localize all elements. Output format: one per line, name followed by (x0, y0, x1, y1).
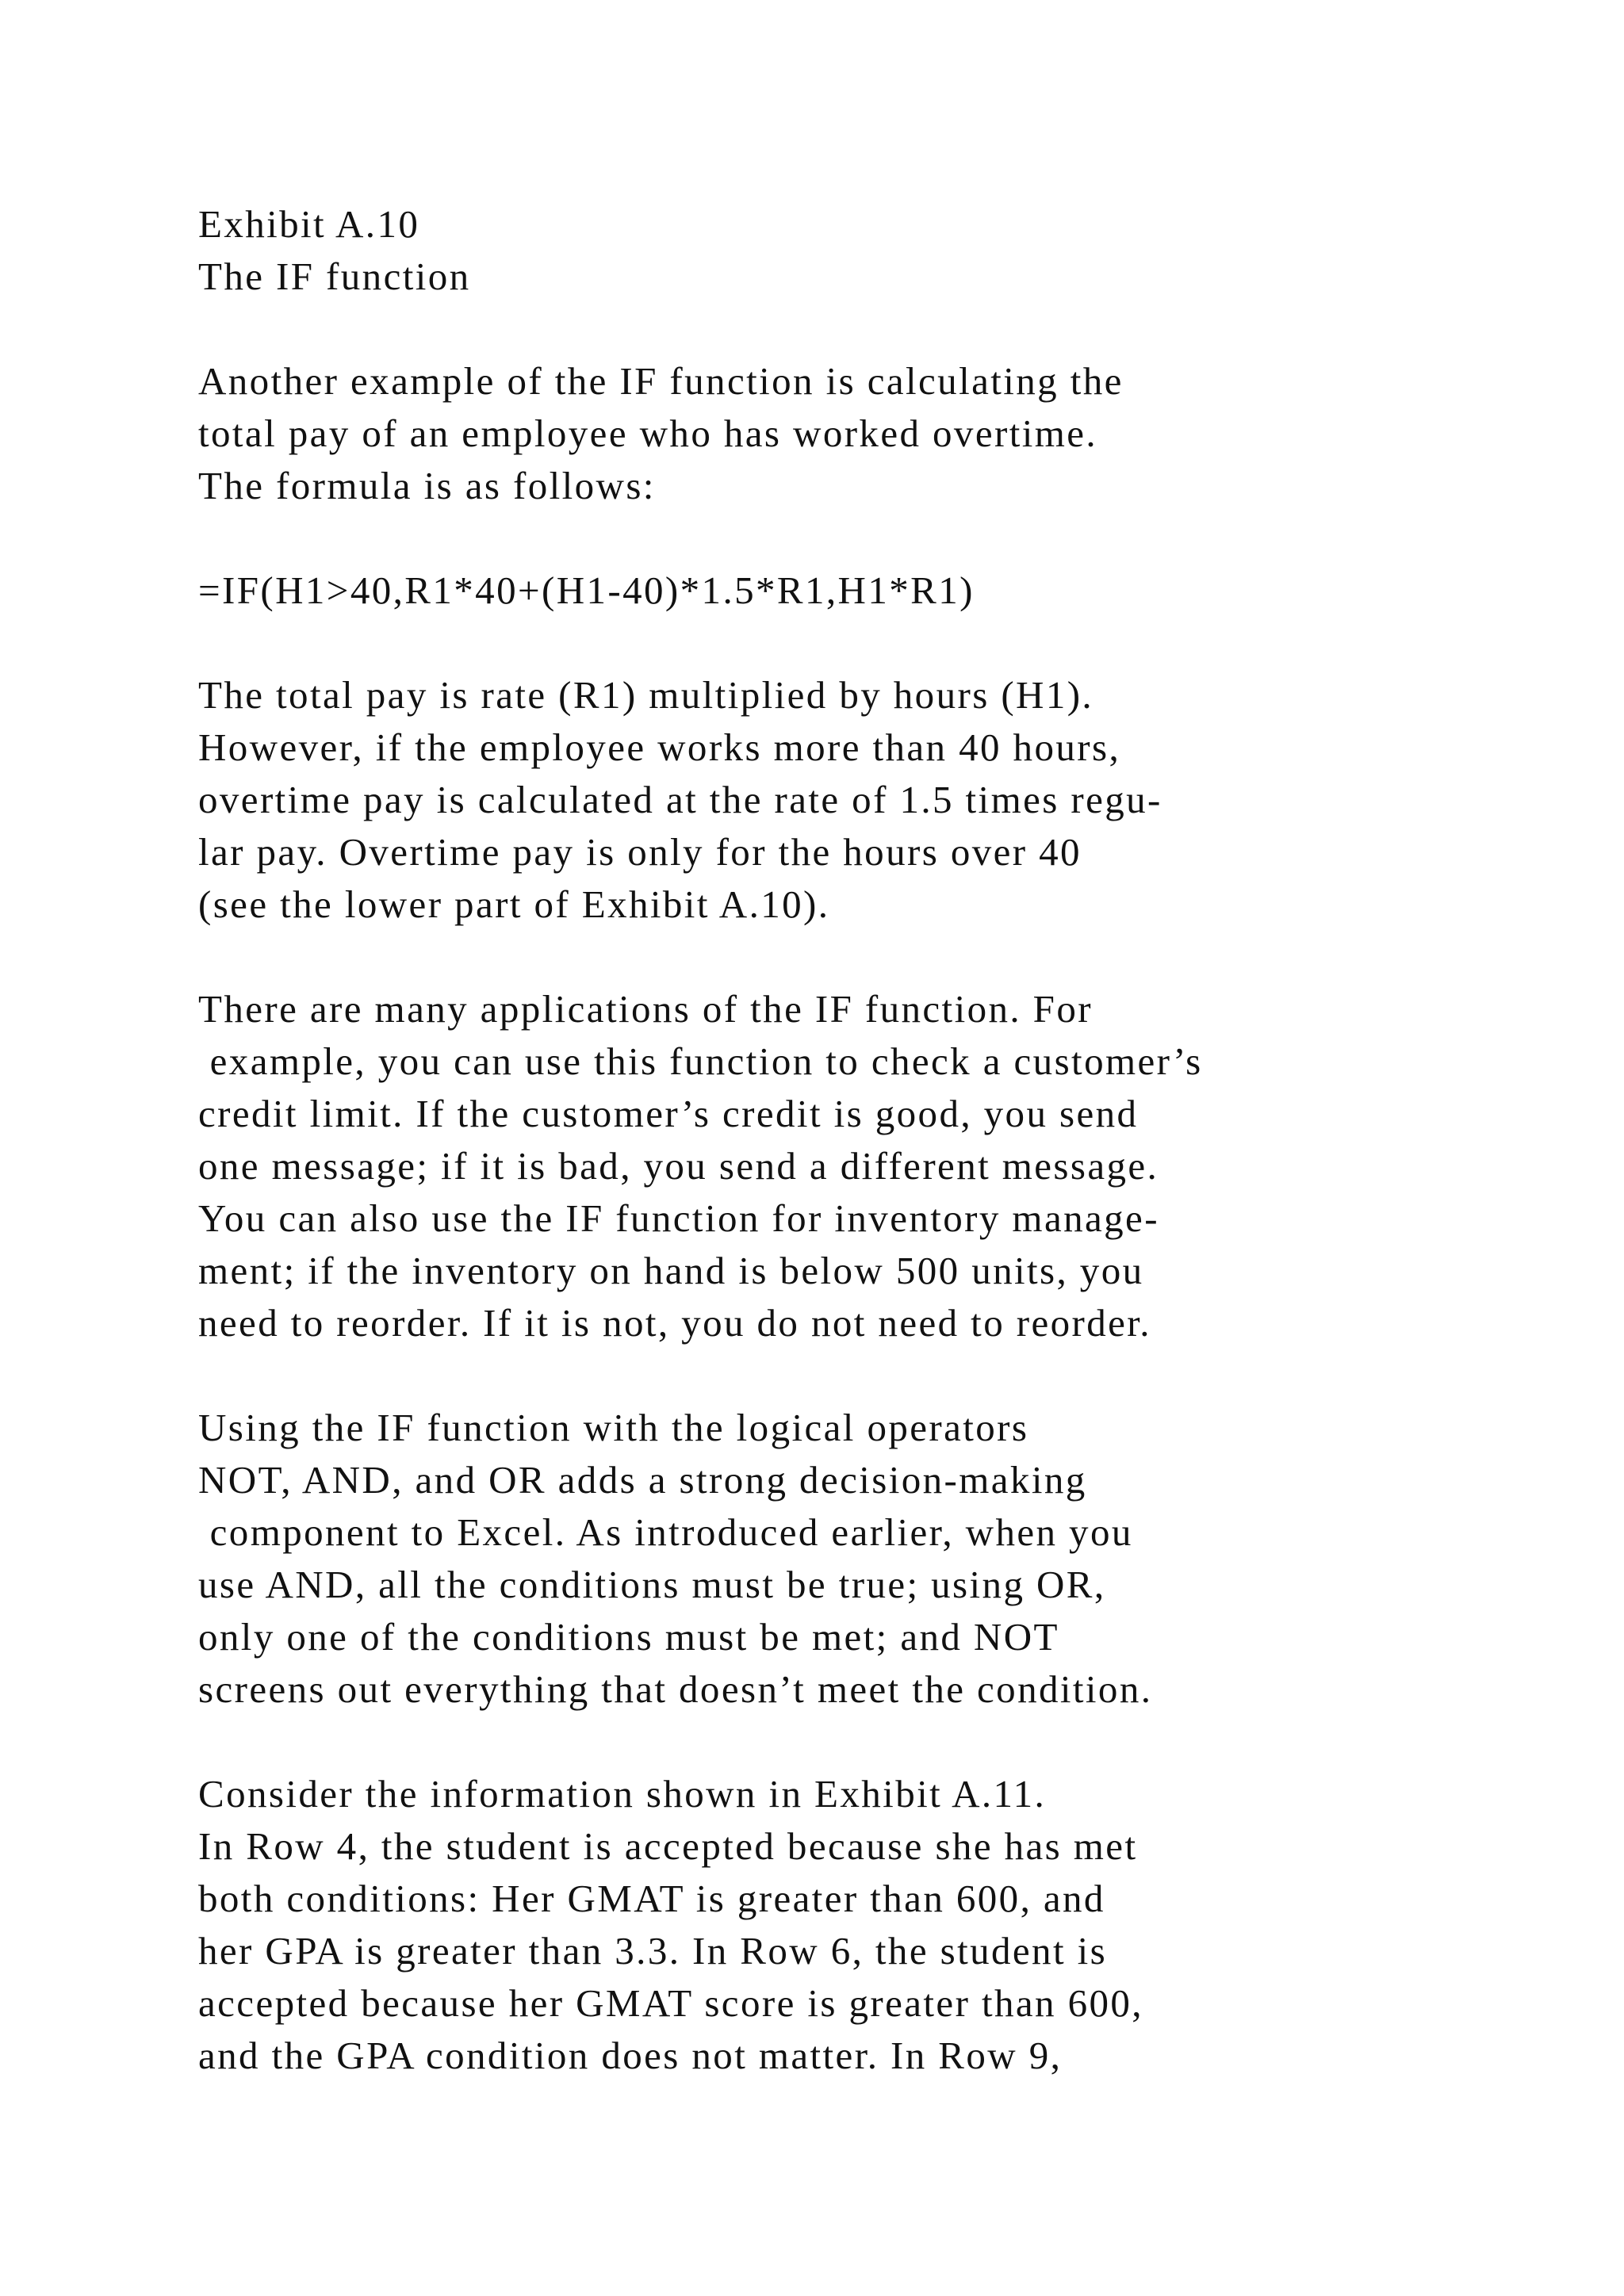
paragraph-4-line: screens out everything that doesn’t meet the condition. (198, 1667, 1153, 1711)
paragraph-4-line: Using the IF function with the logical operators (198, 1406, 1029, 1449)
paragraph-2-line: lar pay. Overtime pay is only for the hours over 40 (198, 830, 1082, 874)
paragraph-3-line: need to reorder. If it is not, you do not need to reorder. (198, 1301, 1151, 1345)
paragraph-2-line: (see the lower part of Exhibit A.10). (198, 882, 830, 926)
exhibit-label: Exhibit A.10 (198, 202, 420, 246)
paragraph-4-line: component to Excel. As introduced earlier, when you (198, 1510, 1133, 1554)
paragraph-5-line: both conditions: Her GMAT is greater than 600, and (198, 1877, 1105, 1920)
paragraph-2-line: overtime pay is calculated at the rate of 1.5 times regu- (198, 778, 1162, 821)
paragraph-2-line: The total pay is rate (R1) multiplied by hours (H1). (198, 673, 1094, 717)
paragraph-5-line: her GPA is greater than 3.3. In Row 6, the student is (198, 1929, 1108, 1973)
paragraph-1-line: Another example of the IF function is calculating the (198, 359, 1124, 403)
document-body (198, 198, 1594, 2082)
paragraph-2-line: However, if the employee works more than 40 hours, (198, 725, 1121, 769)
paragraph-1-line: The formula is as follows: (198, 464, 656, 507)
paragraph-spacer (198, 1349, 1594, 1402)
paragraph-3-line: one message; if it is bad, you send a different message. (198, 1144, 1159, 1188)
paragraph-5-line: and the GPA condition does not matter. In Row 9, (198, 2034, 1063, 2077)
paragraph-1-line: total pay of an employee who has worked overtime. (198, 411, 1098, 455)
paragraph-spacer (198, 617, 1594, 669)
paragraph-3-line: credit limit. If the customer’s credit is good, you send (198, 1092, 1139, 1135)
paragraph-3-line: You can also use the IF function for inventory manage- (198, 1196, 1159, 1240)
paragraph-3-line: example, you can use this function to check a customer’s (198, 1039, 1203, 1083)
exhibit-title: The IF function (198, 254, 471, 298)
paragraph-3-line: ment; if the inventory on hand is below 500 units, you (198, 1249, 1144, 1292)
paragraph-spacer (198, 931, 1594, 983)
paragraph-spacer (198, 1716, 1594, 1768)
formula-line: =IF(H1>40,R1*40+(H1-40)*1.5*R1,H1*R1) (198, 568, 975, 612)
paragraph-3-line: There are many applications of the IF function. For (198, 987, 1093, 1031)
paragraph-spacer (198, 303, 1594, 355)
paragraph-4-line: use AND, all the conditions must be true; using OR, (198, 1563, 1106, 1606)
paragraph-spacer (198, 512, 1594, 564)
paragraph-4-line: only one of the conditions must be met; and NOT (198, 1615, 1059, 1659)
paragraph-5-line: Consider the information shown in Exhibit A.11. (198, 1772, 1047, 1816)
paragraph-4-line: NOT, AND, and OR adds a strong decision-making (198, 1458, 1087, 1502)
paragraph-5-line: accepted because her GMAT score is greater than 600, (198, 1981, 1143, 2025)
paragraph-5-line: In Row 4, the student is accepted because she has met (198, 1824, 1138, 1868)
